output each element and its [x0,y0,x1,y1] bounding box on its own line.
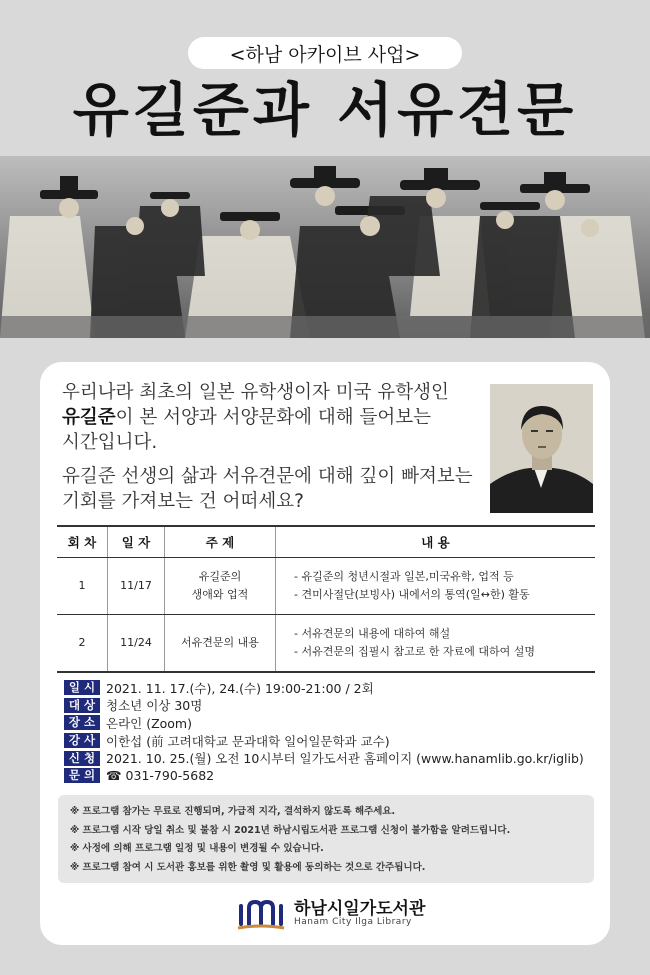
intro-line-1: 우리나라 최초의 일본 유학생이자 미국 유학생인 [62,382,449,403]
info-label: 문 의 [64,768,100,783]
schedule-table [57,525,595,673]
info-label: 신 청 [64,751,100,766]
info-label: 대 상 [64,698,100,713]
subtitle-pill [188,37,462,69]
topic-line-1: 유길준의 [198,570,242,583]
info-row-place [64,714,604,732]
notice-item: ※ 사정에 의해 프로그램 일정 및 내용이 변경될 수 있습니다. [70,843,324,854]
content-line-1: - 서유견문의 내용에 대하여 해설 [294,626,451,640]
portrait-photo [490,384,593,513]
intro-name: 유길준 [62,407,116,428]
info-label: 강 사 [64,733,100,748]
library-logo-icon [236,896,286,932]
info-value: 2021. 10. 25.(월) 오전 10시부터 일가도서관 홈페이지 (www.hanamlib.go.kr/iglib) [106,751,584,767]
info-value: 온라인 (Zoom) [106,715,192,731]
topic-line-1: 서유견문의 내용 [181,635,259,649]
info-value: 청소년 이상 30명 [106,698,203,714]
event-info [64,679,604,785]
intro-line-2: 이 본 서양과 서양문화에 대해 들어보는 [115,407,431,428]
date-cell: 11/17 [108,558,165,615]
content-line-2: - 서유견문의 집필시 참고로 한 자료에 대하여 설명 [294,644,535,658]
info-row-target [64,697,604,715]
info-label: 일 시 [64,680,100,695]
info-row-apply [64,749,604,767]
topic-line-2: 생애와 업적 [191,588,249,601]
content-line-1: - 유길준의 청년시절과 일본,미국유학, 업적 등 [294,570,514,583]
info-value: 2021. 11. 17.(수), 24.(수) 19:00-21:00 / 2회 [106,680,374,696]
info-value: 이한섭 (前 고려대학교 문과대학 일어일문학과 교수) [106,733,390,749]
library-name: 하남시일가도서관 [294,899,426,919]
notice-item: ※ 프로그램 참여 시 도서관 홍보를 위한 촬영 및 활용에 동의하는 것으로 간주됩니다. [70,861,426,873]
info-value: ☎ 031-790-5682 [106,768,215,784]
header-topic: 주 제 [165,526,276,558]
header-date: 일 자 [108,526,165,558]
historical-group-photo [0,156,650,338]
notice-item: ※ 프로그램 시작 당일 취소 및 불참 시 2021년 하남시립도서관 프로그램 신청이 불가함을 알려드립니다. [70,824,511,836]
topic-cell [165,558,276,615]
table-row [57,615,595,672]
table-row [57,558,595,615]
info-row-contact [64,767,604,785]
header-session: 회 차 [57,526,108,558]
info-label: 장 소 [64,715,100,730]
intro-para2-line-1: 유길준 선생의 삶과 서유견문에 대해 깊이 빠져보는 [62,466,473,487]
session-cell: 1 [57,558,108,615]
main-title: 유길준과 서유견문 [72,76,578,144]
info-card [40,362,610,945]
content-cell [276,615,596,672]
library-branding [236,892,436,934]
table-header-row [57,526,595,558]
topic-cell [165,615,276,672]
notice-box [58,795,594,883]
content-cell [276,558,596,615]
content-line-2: - 견미사절단(보빙사) 내에서의 통역(일↔한) 활동 [294,588,530,601]
intro-line-3: 시간입니다. [62,432,158,453]
session-cell: 2 [57,615,108,672]
date-cell: 11/24 [108,615,165,672]
intro-para2-line-2: 기회를 가져보는 건 어떠세요? [62,491,304,512]
info-row-lecturer [64,732,604,750]
notice-item: ※ 프로그램 참가는 무료로 진행되며, 가급적 지각, 결석하지 않도록 해주세요. [70,806,396,817]
header-content: 내 용 [276,526,596,558]
library-name-en: Hanam City Ilga Library [294,917,412,927]
info-row-datetime [64,679,604,697]
intro-text [62,380,502,514]
subtitle: <하남 아카이브 사업> [229,43,421,66]
